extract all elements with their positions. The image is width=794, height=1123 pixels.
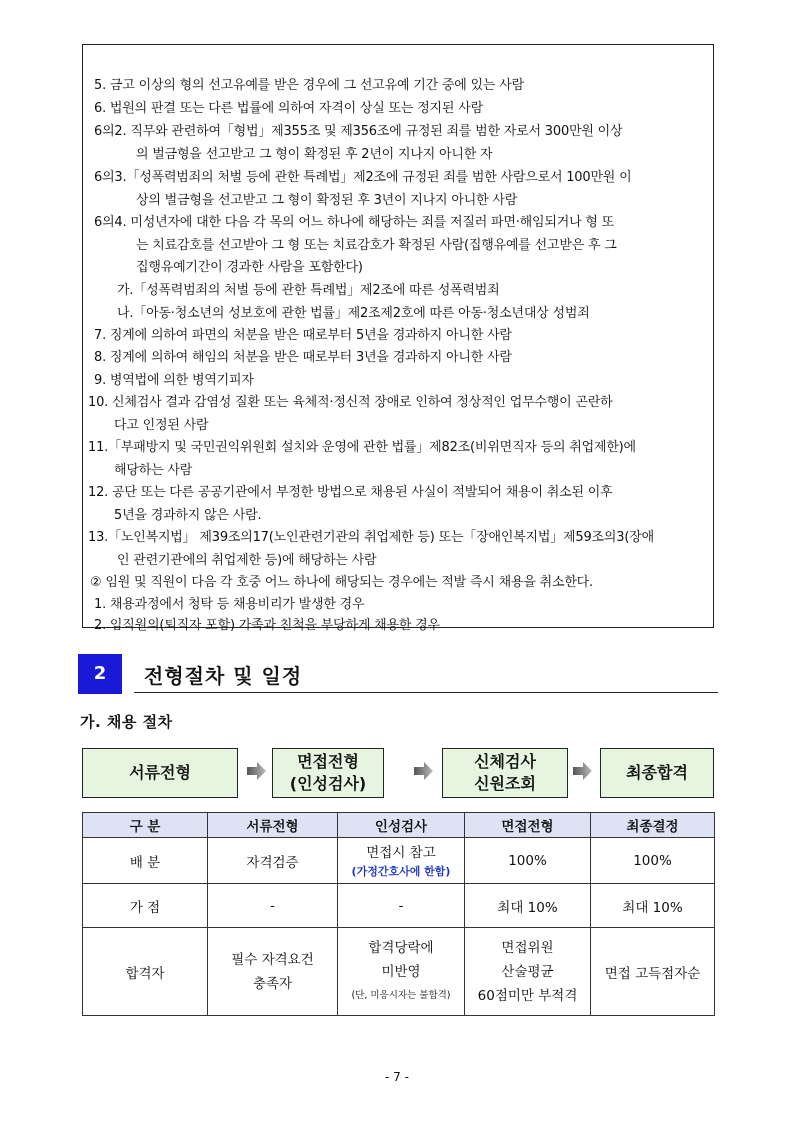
row-label: 가 점 [83, 884, 208, 928]
box-line: 6의2. 직무와 관련하여「형법」제355조 및 제356조에 규정된 죄를 범한 자로서 300만원 이상 [94, 124, 623, 139]
cell-text: 필수 자격요건 [231, 951, 314, 968]
cell-text: 60점미만 부적격 [477, 987, 578, 1004]
box-line: ② 임원 및 직원이 다음 각 호중 어느 하나에 해당되는 경우에는 적발 즉시 채용을 취소한다. [90, 575, 593, 590]
arrow-right-icon [245, 760, 267, 782]
arrow-right-icon [412, 760, 434, 782]
cell-text: 면접위원 [501, 939, 554, 956]
box-line: 나.「아동·청소년의 성보호에 관한 법률」제2조제2호에 따른 아동·청소년대상 성범죄 [117, 306, 590, 321]
box-line: 는 치료감호를 선고받아 그 형 또는 치료감호가 확정된 사람(집행유예를 선고받은 후 그 [136, 238, 617, 253]
table-header: 최종결정 [591, 813, 715, 838]
box-line: 10. 신체검사 결과 감염성 질환 또는 육체적·정신적 장애로 인하여 정상적인 업무수행이 곤란하 [88, 395, 613, 410]
cell-text: 산술평균 [501, 963, 554, 980]
box-line: 5. 금고 이상의 형의 선고유예를 받은 경우에 그 선고유예 기간 중에 있는 사람 [94, 78, 524, 93]
table-row [83, 928, 715, 1016]
table-cell: 자격검증 [208, 838, 338, 884]
table-cell: 면접 고득점자순 [591, 928, 715, 1016]
cell-note: (가정간호사에 한함) [351, 864, 451, 878]
cell-note: (단, 미응시자는 불합격) [351, 989, 451, 1001]
table-cell [465, 928, 591, 1016]
box-line: 9. 병역법에 의한 병역기피자 [94, 373, 254, 388]
box-line: 다고 인정된 사람 [114, 418, 209, 433]
table-row [83, 884, 715, 928]
box-line: 6. 법원의 판결 또는 다른 법률에 의하여 자격이 상실 또는 정지된 사람 [94, 101, 483, 116]
table-cell: 100% [591, 838, 715, 884]
box-line: 의 벌금형을 선고받고 그 형이 확정된 후 2년이 지나지 아니한 자 [136, 147, 493, 162]
table-header: 면접전형 [465, 813, 591, 838]
box-line: 인 관련기관에의 취업제한 등)에 해당하는 사람 [117, 553, 377, 568]
table-cell: 100% [465, 838, 591, 884]
cell-text: 미반영 [381, 963, 421, 980]
section-divider [134, 692, 718, 693]
box-line: 7. 징계에 의하여 파면의 처분을 받은 때로부터 5년을 경과하지 아니한 사람 [94, 328, 512, 343]
table-cell [338, 928, 465, 1016]
table-header: 구 분 [83, 813, 208, 838]
screening-table [82, 812, 715, 1016]
table-cell: - [338, 884, 465, 928]
box-line: 12. 공단 또는 다른 공공기관에서 부정한 방법으로 채용된 사실이 적발되어 채용이 취소된 이후 [88, 485, 613, 500]
step-interview: 면접전형 (인성검사) [272, 748, 384, 798]
box-line: 가.「성폭력범죄의 처벌 등에 관한 특례법」제2조에 따른 성폭력범죄 [117, 283, 500, 298]
cell-text: 면접시 참고 [366, 844, 436, 861]
box-line: 집행유예기간이 경과한 사람을 포함한다) [136, 260, 363, 275]
box-line: 2. 임직원의(퇴직자 포함) 가족과 친척을 부당하게 채용한 경우 [94, 618, 440, 633]
box-line: 해당하는 사람 [114, 463, 193, 478]
box-line: 6의4. 미성년자에 대한 다음 각 목의 어느 하나에 해당하는 죄를 저질러 파면·해임되거나 형 또 [94, 215, 615, 230]
row-label: 합격자 [83, 928, 208, 1016]
table-cell: - [208, 884, 338, 928]
cell-text: 충족자 [252, 975, 293, 992]
step-final-pass: 최종합격 [600, 748, 714, 798]
page-number: - 7 - [385, 1070, 409, 1084]
box-line: 11.「부패방지 및 국민권익위원회 설치와 운영에 관한 법률」제82조(비위면직자 등의 취업제한)에 [88, 440, 636, 455]
table-cell: 최대 10% [465, 884, 591, 928]
table-row [83, 838, 715, 884]
table-header-row [83, 813, 715, 838]
row-label: 배 분 [83, 838, 208, 884]
table-cell [338, 838, 465, 884]
table-cell [208, 928, 338, 1016]
box-line: 1. 채용과정에서 청탁 등 채용비리가 발생한 경우 [94, 597, 365, 612]
section-number-badge: 2 [78, 654, 122, 694]
section-title: 전형절차 및 일정 [144, 664, 303, 688]
table-cell: 최대 10% [591, 884, 715, 928]
table-header: 서류전형 [208, 813, 338, 838]
box-line: 5년을 경과하지 않은 사람. [114, 508, 262, 523]
box-line: 13.「노인복지법」 제39조의17(노인관련기관의 취업제한 등) 또는「장애인복지법」제59조의3(장애 [88, 530, 654, 545]
step-document-screening: 서류전형 [82, 748, 238, 798]
box-line: 8. 징계에 의하여 해임의 처분을 받은 때로부터 3년을 경과하지 아니한 사람 [94, 350, 512, 365]
table-header: 인성검사 [338, 813, 465, 838]
cell-text: 합격당락에 [368, 939, 434, 956]
step-medical-check: 신체검사 신원조회 [442, 748, 568, 798]
arrow-right-icon [571, 760, 593, 782]
subsection-title: 가. 채용 절차 [80, 713, 173, 731]
box-line: 상의 벌금형을 선고받고 그 형이 확정된 후 3년이 지나지 아니한 사람 [136, 193, 518, 208]
box-line: 6의3.「성폭력범죄의 처벌 등에 관한 특례법」제2조에 규정된 죄를 범한 사람으로서 100만원 이 [94, 170, 632, 185]
